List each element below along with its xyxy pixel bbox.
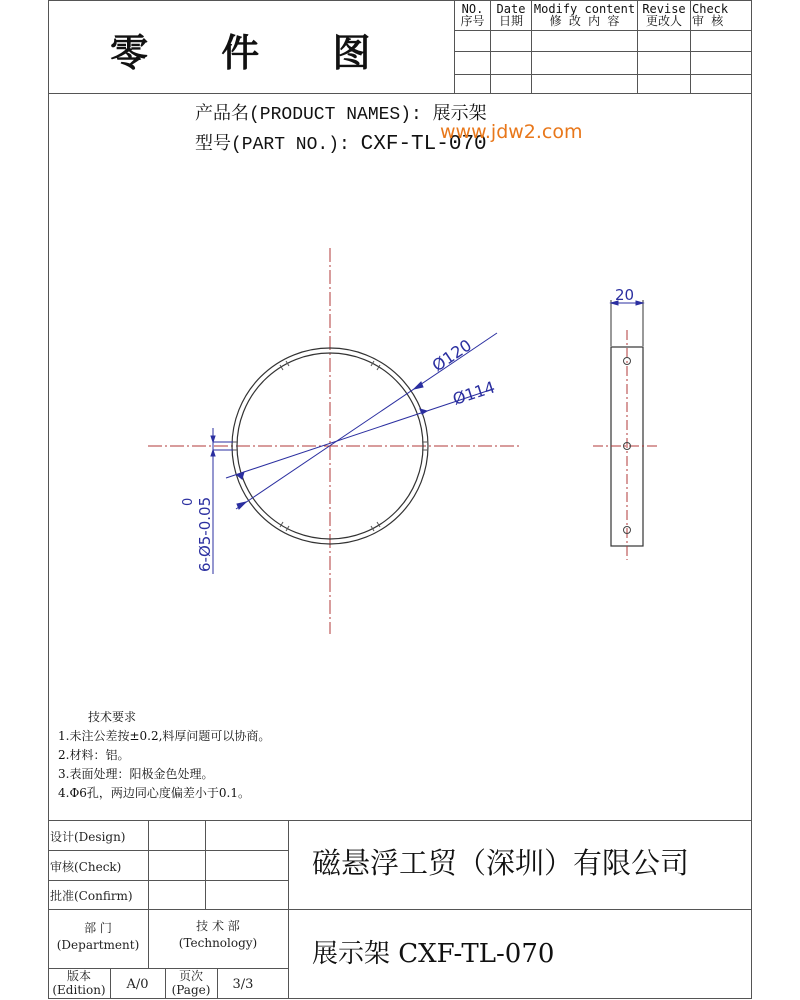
ring-front-view <box>148 248 520 634</box>
edition-label: 版本 (Edition) <box>52 969 106 997</box>
frame-bottom-border <box>48 998 752 999</box>
hole-tolerance-label: 0 <box>181 497 196 506</box>
note-item: 4.Φ6孔，两边同心度偏差小于0.1。 <box>58 786 251 800</box>
product-name-label: 产品名(PRODUCT NAMES): <box>195 105 422 125</box>
rev-col-revise: Revise 更改人 <box>642 2 686 28</box>
page-value: 3/3 <box>232 977 254 992</box>
department-label: 部 门 (Department) <box>56 921 140 952</box>
confirm-label: 批准(Confirm) <box>50 889 133 903</box>
rev-col-no: NO. 序号 <box>460 2 485 28</box>
drawing-name: 展示架 CXF-TL-070 <box>312 939 555 969</box>
part-number-value: CXF-TL-070 <box>360 133 487 156</box>
drawing-title: 零 件 图 <box>110 30 401 75</box>
watermark-text: www.jdw2.com <box>440 121 583 143</box>
note-item: 1.未注公差按±0.2,料厚问题可以协商。 <box>58 729 271 743</box>
note-item: 2.材料：铝。 <box>58 748 130 762</box>
outer-diameter-label: Ø120 <box>428 335 476 376</box>
width-dimension-label: 20 <box>615 286 635 304</box>
note-item: 3.表面处理：阳极金色处理。 <box>58 767 214 781</box>
rev-col-modify: Modify content 修 改 内 容 <box>533 2 636 28</box>
rev-col-check: Check 审 核 <box>692 2 729 28</box>
technical-notes <box>58 708 270 803</box>
check-label: 审核(Check) <box>50 860 122 874</box>
department-value: 技 术 部 (Technology) <box>178 919 258 950</box>
part-number-label: 型号(PART NO.): <box>195 135 350 155</box>
page-label: 页次 (Page) <box>171 969 211 997</box>
side-view <box>593 286 660 560</box>
hole-spec-label: 6-Ø5-0.05 <box>196 496 214 572</box>
centerlines <box>148 248 520 634</box>
dimension-text <box>181 335 497 572</box>
rev-col-date: Date 日期 <box>496 2 526 28</box>
company-name: 磁悬浮工贸（深圳）有限公司 <box>312 846 690 880</box>
dimension-lines <box>211 333 497 574</box>
inner-diameter-label: Ø114 <box>450 377 498 409</box>
product-name-value: 展示架 <box>432 105 487 125</box>
design-label: 设计(Design) <box>50 830 126 844</box>
notes-heading: 技术要求 <box>88 710 137 724</box>
edition-value: A/0 <box>126 977 149 992</box>
